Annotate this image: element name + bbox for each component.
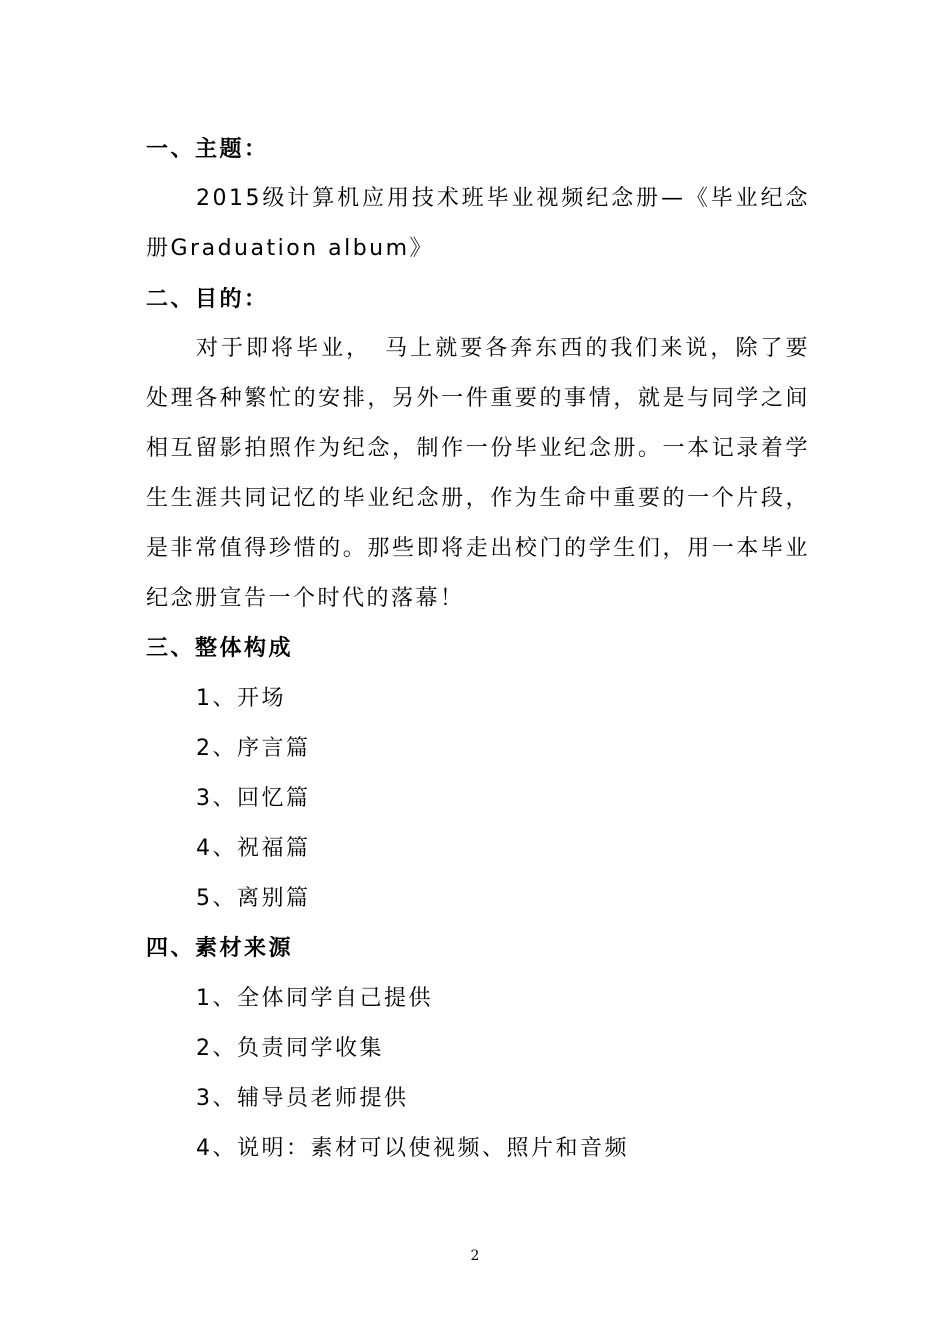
theme-paragraph: 2015级计算机应用技术班毕业视频纪念册—《毕业纪念册Graduation album》 (146, 186, 810, 261)
page-number: 2 (470, 1248, 480, 1264)
section-heading-theme: 一、主题： (146, 137, 269, 162)
materials-item: 4、说明：素材可以使视频、照片和音频 (196, 1136, 629, 1161)
section-heading-purpose: 二、目的： (146, 287, 269, 312)
materials-item: 1、全体同学自己提供 (196, 986, 433, 1011)
materials-item: 3、辅导员老师提供 (196, 1086, 409, 1111)
structure-item: 5、离别篇 (196, 886, 311, 911)
section-heading-materials: 四、素材来源 (146, 936, 294, 961)
structure-item: 3、回忆篇 (196, 786, 311, 811)
structure-item: 4、祝福篇 (196, 836, 311, 861)
section-heading-structure: 三、整体构成 (146, 636, 294, 661)
purpose-paragraph: 对于即将毕业， 马上就要各奔东西的我们来说，除了要处理各种繁忙的安排，另外一件重要的事情，就是与同学之间相互留影拍照作为纪念，制作一份毕业纪念册。一本记录着学生生涯共同记忆的毕业纪念册，作为生命中重要的一个片段，是非常值得珍惜的。那些即将走出校门的学生们，用一本毕业纪念册宣告一个时代的落幕！ (146, 336, 810, 611)
structure-item: 2、序言篇 (196, 736, 311, 761)
materials-item: 2、负责同学收集 (196, 1036, 384, 1061)
structure-item: 1、开场 (196, 686, 286, 711)
